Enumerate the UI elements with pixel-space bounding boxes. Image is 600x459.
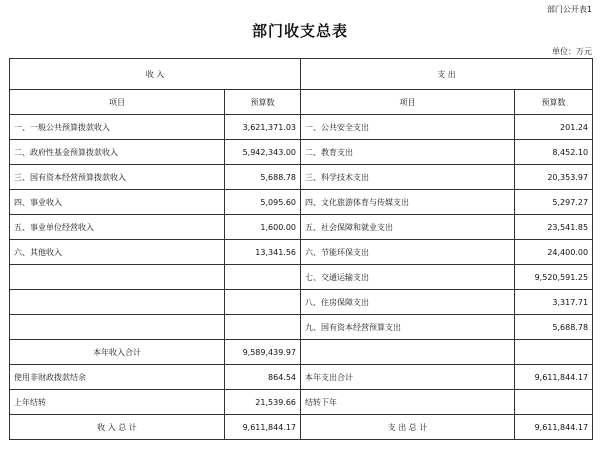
last-year-carryover-label: 上年结转 [10, 390, 225, 415]
non-fiscal-balance-row [10, 365, 593, 390]
income-value-cell: 5,942,343.00 [225, 140, 301, 165]
expense-grand-total-value: 9,611,844.17 [515, 415, 593, 440]
non-fiscal-balance-value: 864.54 [225, 365, 301, 390]
expense-value-cell: 201.24 [515, 115, 593, 140]
expense-value-cell: 3,317.71 [515, 290, 593, 315]
expense-value-cell: 24,400.00 [515, 240, 593, 265]
expense-item-cell: 五、社会保障和就业支出 [301, 215, 515, 240]
table-row [10, 140, 593, 165]
next-year-carryover-value [515, 390, 593, 415]
income-value-cell: 5,095.60 [225, 190, 301, 215]
next-year-carryover-label: 结转下年 [301, 390, 515, 415]
income-item-cell [10, 315, 225, 340]
table-row [10, 315, 593, 340]
expense-value-cell: 23,541.85 [515, 215, 593, 240]
expense-value-cell: 20,353.97 [515, 165, 593, 190]
carryover-row [10, 390, 593, 415]
income-item-cell: 四、事业收入 [10, 190, 225, 215]
table-number-label: 部门公开表1 [546, 5, 592, 14]
income-value-cell: 3,621,371.03 [225, 115, 301, 140]
income-item-cell: 三、国有资本经营预算拨款收入 [10, 165, 225, 190]
expense-budget-header: 预算数 [515, 90, 593, 115]
income-item-cell: 六、其他收入 [10, 240, 225, 265]
income-item-cell: 二、政府性基金预算拨款收入 [10, 140, 225, 165]
annual-expense-total-value: 9,611,844.17 [515, 365, 593, 390]
income-budget-header: 预算数 [225, 90, 301, 115]
expense-value-cell: 8,452.10 [515, 140, 593, 165]
income-grand-total-label: 收 入 总 计 [10, 415, 225, 440]
annual-expense-total-label: 本年支出合计 [301, 365, 515, 390]
grand-total-row [10, 415, 593, 440]
income-item-cell: 五、事业单位经营收入 [10, 215, 225, 240]
table-row [10, 215, 593, 240]
last-year-carryover-value: 21,539.66 [225, 390, 301, 415]
expense-item-cell: 三、科学技术支出 [301, 165, 515, 190]
expense-value-cell: 5,297.27 [515, 190, 593, 215]
expense-item-cell: 四、文化旅游体育与传媒支出 [301, 190, 515, 215]
income-item-header: 项目 [10, 90, 225, 115]
income-value-cell [225, 315, 301, 340]
expense-item-cell: 六、节能环保支出 [301, 240, 515, 265]
table-row [10, 290, 593, 315]
income-item-cell [10, 265, 225, 290]
income-value-cell [225, 265, 301, 290]
expense-grand-total-label: 支 出 总 计 [301, 415, 515, 440]
unit-label: 单位：万元 [552, 47, 592, 56]
expense-item-cell: 九、国有资本经营预算支出 [301, 315, 515, 340]
income-grand-total-value: 9,611,844.17 [225, 415, 301, 440]
page-title: 部门收支总表 [251, 22, 348, 40]
income-item-cell: 一、一般公共预算拨款收入 [10, 115, 225, 140]
expense-item-cell: 二、教育支出 [301, 140, 515, 165]
expense-item-cell: 一、公共安全支出 [301, 115, 515, 140]
expense-item-header: 项目 [301, 90, 515, 115]
table-row [10, 165, 593, 190]
expense-value-cell: 5,688.78 [515, 315, 593, 340]
income-item-cell [10, 290, 225, 315]
table-row [10, 115, 593, 140]
non-fiscal-balance-label: 使用非财政拨款结余 [10, 365, 225, 390]
column-header-row [10, 90, 593, 115]
expense-item-cell: 七、交通运输支出 [301, 265, 515, 290]
annual-income-total-label: 本年收入合计 [10, 340, 225, 365]
income-value-cell: 5,688.78 [225, 165, 301, 190]
income-value-cell [225, 290, 301, 315]
table-row [10, 265, 593, 290]
table-row [10, 190, 593, 215]
income-value-cell: 13,341.56 [225, 240, 301, 265]
income-header: 收 入 [10, 59, 301, 90]
income-value-cell: 1,600.00 [225, 215, 301, 240]
expense-value-cell: 9,520,591.25 [515, 265, 593, 290]
budget-table [9, 58, 593, 440]
annual-income-total-value: 9,589,439.97 [225, 340, 301, 365]
expense-item-cell: 八、住房保障支出 [301, 290, 515, 315]
section-header-row [10, 59, 593, 90]
table-row [10, 240, 593, 265]
annual-income-total-row [10, 340, 593, 365]
expense-header: 支 出 [301, 59, 593, 90]
